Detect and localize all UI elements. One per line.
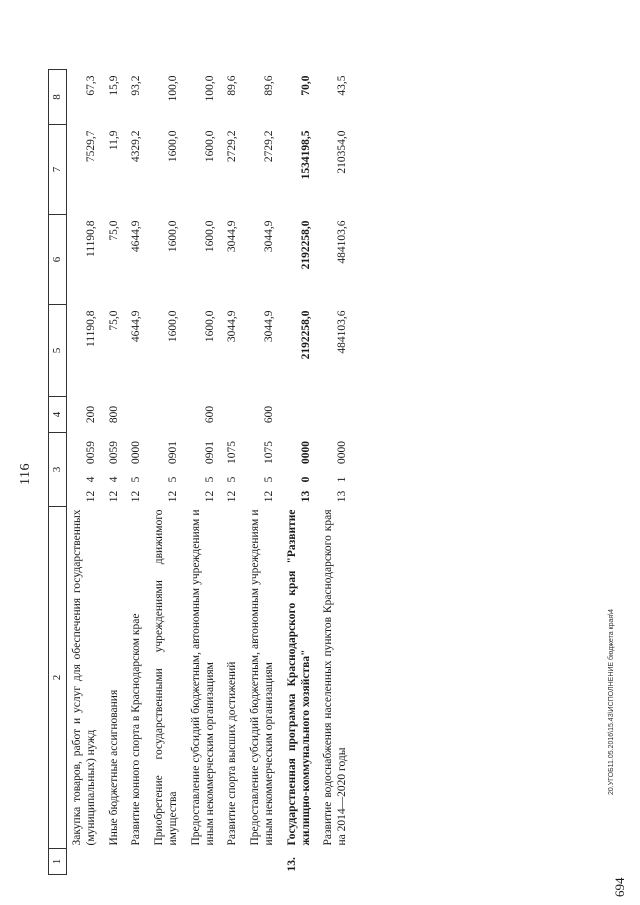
row-number: [245, 849, 282, 875]
row-name: Развитие конного спорта в Краснодарском крае: [130, 613, 143, 846]
row-subsection-code: 4: [107, 476, 120, 483]
table-row: [104, 69, 127, 874]
table-row: [318, 69, 355, 874]
row-number: [318, 849, 355, 875]
row-number: 13.: [285, 857, 298, 872]
row-subsection-code: 5: [130, 476, 143, 483]
row-value-col5: 75,0: [107, 310, 120, 331]
row-subsection-code: 5: [203, 476, 216, 483]
row-expense-type-code: 800: [107, 405, 120, 424]
header-col-4: 4: [49, 396, 67, 432]
header-col-2: 2: [49, 507, 67, 849]
row-name: Приобретение государственными учреждениями движимого имущества: [153, 509, 179, 846]
row-value-col5: 1600,0: [166, 310, 179, 343]
table-row: [186, 69, 223, 874]
row-name: Развитие спорта высших достижений: [226, 661, 239, 846]
row-section-code: 12: [130, 490, 143, 503]
row-subsection-code: 0: [299, 476, 312, 483]
table-row: [222, 69, 245, 874]
row-subsection-code: 4: [84, 476, 97, 483]
table-row: [149, 69, 186, 874]
row-value-col6: 3044,9: [226, 220, 239, 253]
row-value-col8: 100,0: [203, 75, 216, 102]
row-value-col5: 2192258,0: [299, 310, 312, 360]
row-section-code: 12: [84, 490, 97, 503]
row-target-code: 0000: [336, 440, 349, 464]
row-expense-type-code: [222, 396, 245, 432]
row-value-col6: 75,0: [107, 220, 120, 241]
header-col-7: 7: [49, 124, 67, 214]
row-value-col7: 1534198,5: [299, 130, 312, 180]
row-number: [104, 849, 127, 875]
row-name: Предоставление субсидий бюджетным, автономным учреждениям и иным некоммерческим организациям: [189, 509, 216, 846]
row-value-col6: 484103,6: [336, 220, 349, 264]
row-value-col6: 1600,0: [166, 220, 179, 253]
row-subsection-code: 5: [226, 476, 239, 483]
row-section-code: 12: [107, 490, 120, 503]
row-value-col6: 11190,8: [84, 220, 97, 257]
table-row: [282, 69, 319, 874]
table-row: [67, 69, 104, 874]
row-value-col5: 11190,8: [84, 310, 97, 347]
row-expense-type-code: 600: [203, 405, 216, 424]
row-section-code: 12: [226, 490, 239, 503]
row-target-code: 1075: [262, 440, 275, 464]
row-section-code: 12: [166, 490, 179, 503]
row-value-col7: 4329,2: [130, 130, 143, 163]
row-value-col8: 70,0: [299, 75, 312, 96]
header-col-3: 3: [49, 432, 67, 506]
row-value-col7: 210354,0: [336, 130, 349, 174]
sheet-number: 694: [612, 877, 627, 897]
header-col-6: 6: [49, 214, 67, 304]
row-name: Развитие водоснабжения населенных пунктов Краснодарского края на 2014—2020 годы: [322, 509, 349, 846]
table-row: [245, 69, 282, 874]
row-subsection-code: 1: [336, 476, 349, 483]
row-section-code: 13: [336, 490, 349, 503]
row-value-col5: 484103,6: [336, 310, 349, 354]
row-name: Предоставление субсидий бюджетным, автономным учреждениям и иным некоммерческим организациям: [249, 509, 275, 846]
row-value-col7: 1600,0: [203, 130, 216, 163]
row-expense-type-code: [126, 396, 149, 432]
row-target-code: 0000: [299, 440, 312, 464]
row-value-col8: 89,6: [226, 75, 239, 96]
row-value-col6: 4644,9: [130, 220, 143, 253]
row-number: [149, 849, 186, 875]
page-number: 116: [18, 463, 33, 485]
row-value-col5: 3044,9: [262, 310, 275, 343]
row-number: [126, 849, 149, 875]
row-value-col7: 1600,0: [166, 130, 179, 163]
row-value-col5: 1600,0: [203, 310, 216, 343]
row-subsection-code: 5: [262, 476, 275, 483]
row-value-col7: 2729,2: [262, 130, 275, 163]
row-value-col6: 2192258,0: [299, 220, 312, 270]
row-value-col8: 15,9: [107, 75, 120, 96]
row-value-col8: 100,0: [166, 75, 179, 102]
row-name: Государственная программа Краснодарского края "Развитие жилищно-коммунального хозяйства": [285, 509, 312, 846]
row-section-code: 12: [203, 490, 216, 503]
row-number: [67, 849, 104, 875]
row-value-col7: 7529,7: [84, 130, 97, 163]
header-col-5: 5: [49, 304, 67, 396]
row-target-code: 0901: [203, 440, 216, 464]
row-subsection-code: 5: [166, 476, 179, 483]
file-stamp: 20.УГОБ11.05.2016\15.43\ИСПОЛНЕНИЕ бюджета края\4: [608, 608, 615, 795]
row-value-col6: 3044,9: [262, 220, 275, 253]
row-number: [186, 849, 223, 875]
row-value-col8: 43,5: [336, 75, 349, 96]
row-expense-type-code: [149, 396, 186, 432]
row-value-col8: 89,6: [262, 75, 275, 96]
table-header-row: [49, 69, 67, 874]
row-target-code: 0059: [107, 440, 120, 464]
row-name: Иные бюджетные ассигнования: [107, 689, 120, 846]
row-target-code: 0059: [84, 440, 97, 464]
row-value-col7: 11,9: [107, 130, 120, 151]
row-value-col6: 1600,0: [203, 220, 216, 253]
row-target-code: 0000: [130, 440, 143, 464]
row-name: Закупка товаров, работ и услуг для обеспечения государственных (муниципальных) нужд: [71, 509, 97, 846]
row-number: [222, 849, 245, 875]
row-section-code: 12: [262, 490, 275, 503]
row-section-code: 13: [299, 490, 312, 503]
row-value-col5: 4644,9: [130, 310, 143, 343]
table-row: [126, 69, 149, 874]
budget-table: [48, 69, 355, 875]
row-value-col8: 93,2: [130, 75, 143, 96]
row-expense-type-code: [318, 396, 355, 432]
row-expense-type-code: 200: [84, 405, 97, 424]
header-col-1: 1: [49, 849, 67, 875]
row-value-col7: 2729,2: [226, 130, 239, 163]
row-expense-type-code: [282, 396, 319, 432]
row-value-col5: 3044,9: [226, 310, 239, 343]
row-target-code: 0901: [166, 440, 179, 464]
row-expense-type-code: 600: [262, 405, 275, 424]
table-body: [67, 69, 355, 874]
header-col-8: 8: [49, 69, 67, 124]
row-target-code: 1075: [226, 440, 239, 464]
row-value-col8: 67,3: [84, 75, 97, 96]
